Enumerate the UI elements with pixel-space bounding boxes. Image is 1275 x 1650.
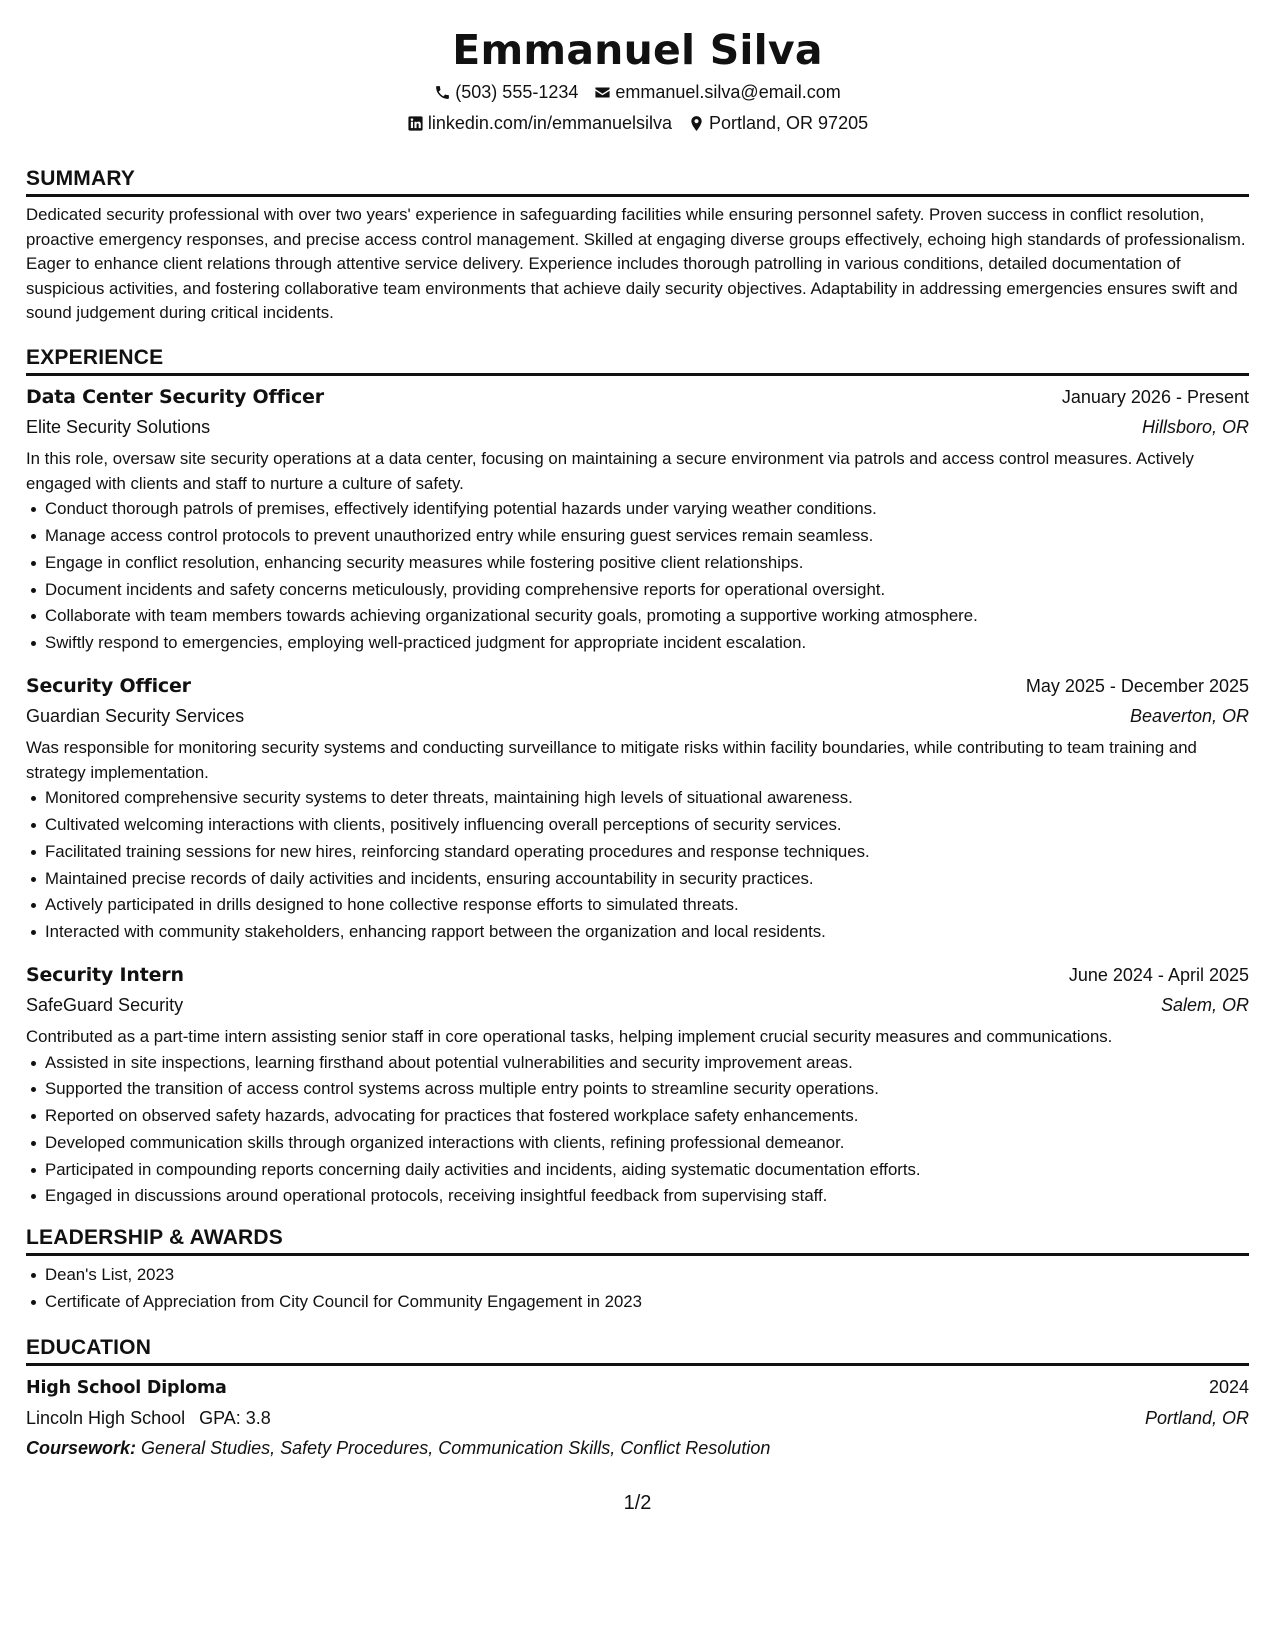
coursework-line	[26, 1433, 1249, 1463]
job-title: Data Center Security Officer	[26, 385, 324, 408]
bullet-item: Conduct thorough patrols of premises, effectively identifying potential hazards under varying weather conditions.	[26, 496, 1249, 523]
experience-heading: EXPERIENCE	[26, 344, 1249, 376]
bullet-item: Maintained precise records of daily activities and incidents, ensuring accountability in security practices.	[26, 866, 1249, 893]
award-item: Dean's List, 2023	[26, 1262, 1249, 1289]
job-bullets	[26, 785, 1249, 946]
location-text: Portland, OR 97205	[709, 113, 869, 133]
linkedin-text[interactable]: linkedin.com/in/emmanuelsilva	[427, 113, 672, 133]
bullet-item: Document incidents and safety concerns meticulously, providing comprehensive reports for operational oversight.	[26, 577, 1249, 604]
bullet-item: Cultivated welcoming interactions with clients, positively influencing overall perceptions of security services.	[26, 812, 1249, 839]
bullet-item: Monitored comprehensive security systems to deter threats, maintaining high levels of situational awareness.	[26, 785, 1249, 812]
bullet-item: Actively participated in drills designed to hone collective response efforts to simulated threats.	[26, 892, 1249, 919]
experience-section	[26, 344, 1249, 1210]
degree-title: High School Diploma	[26, 1377, 227, 1398]
map-pin-icon	[688, 115, 705, 132]
job-entry	[26, 382, 1249, 657]
job-bullets	[26, 496, 1249, 657]
candidate-name: Emmanuel Silva	[452, 26, 823, 74]
bullet-item: Engage in conflict resolution, enhancing security measures while fostering positive client relationships.	[26, 550, 1249, 577]
job-dates: January 2026 - Present	[1061, 386, 1249, 407]
summary-heading: SUMMARY	[26, 165, 1249, 197]
education-heading: EDUCATION	[26, 1334, 1249, 1366]
awards-section	[26, 1224, 1249, 1316]
job-entry	[26, 960, 1249, 1210]
location-contact	[688, 111, 868, 135]
company-name: SafeGuard Security	[26, 994, 184, 1015]
coursework-label: Coursework:	[26, 1437, 137, 1458]
envelope-icon	[594, 84, 611, 101]
job-entry	[26, 671, 1249, 946]
company-name: Elite Security Solutions	[26, 416, 211, 437]
job-dates: June 2024 - April 2025	[1068, 964, 1249, 985]
job-location: Hillsboro, OR	[1141, 416, 1249, 437]
linkedin-contact[interactable]	[407, 111, 672, 135]
company-name: Guardian Security Services	[26, 705, 245, 726]
linkedin-icon	[407, 115, 424, 132]
bullet-item: Participated in compounding reports concerning daily activities and incidents, aiding systematic documentation efforts.	[26, 1157, 1249, 1184]
page-number: 1/2	[623, 1492, 652, 1514]
awards-heading: LEADERSHIP & AWARDS	[26, 1224, 1249, 1256]
job-description: Contributed as a part-time intern assisting senior staff in core operational tasks, helping implement crucial security measures and communications.	[26, 1026, 1113, 1046]
job-location: Beaverton, OR	[1129, 705, 1249, 726]
bullet-item: Developed communication skills through organized interactions with clients, refining professional demeanor.	[26, 1130, 1249, 1157]
job-title: Security Officer	[26, 674, 191, 697]
school-name: Lincoln High School	[26, 1407, 186, 1428]
resume-page	[26, 0, 1249, 1650]
email-text[interactable]: emmanuel.silva@email.com	[615, 82, 841, 102]
job-description: In this role, oversaw site security operations at a data center, focusing on maintaining a secure environment via patrols and access control measures. Actively engaged with clients and staff to nurture a culture of safety.	[26, 448, 1194, 493]
job-title: Security Intern	[26, 963, 184, 986]
phone-icon	[434, 84, 451, 101]
phone-contact	[434, 80, 578, 104]
contact-line-2	[26, 111, 1249, 135]
bullet-item: Assisted in site inspections, learning firsthand about potential vulnerabilities and security improvement areas.	[26, 1050, 1249, 1077]
coursework-list: General Studies, Safety Procedures, Communication Skills, Conflict Resolution	[141, 1437, 771, 1458]
email-contact[interactable]	[594, 80, 840, 104]
award-item: Certificate of Appreciation from City Council for Community Engagement in 2023	[26, 1289, 1249, 1316]
job-location: Salem, OR	[1160, 994, 1249, 1015]
bullet-item: Supported the transition of access control systems across multiple entry points to streamline security operations.	[26, 1076, 1249, 1103]
bullet-item: Engaged in discussions around operational protocols, receiving insightful feedback from supervising staff.	[26, 1183, 1249, 1210]
job-description: Was responsible for monitoring security systems and conducting surveillance to mitigate risks within facility boundaries, while contributing to team training and strategy implementation.	[26, 737, 1197, 782]
summary-section	[26, 165, 1249, 326]
contact-line-1	[26, 80, 1249, 104]
bullet-item: Collaborate with team members towards achieving organizational security goals, promoting a supportive working atmosphere.	[26, 603, 1249, 630]
phone-text: (503) 555-1234	[455, 82, 579, 102]
school-info	[26, 1403, 271, 1433]
education-section	[26, 1334, 1249, 1463]
job-bullets	[26, 1050, 1249, 1211]
school-location: Portland, OR	[1144, 1407, 1249, 1428]
bullet-item: Facilitated training sessions for new hires, reinforcing standard operating procedures and response techniques.	[26, 839, 1249, 866]
summary-text: Dedicated security professional with over two years' experience in safeguarding facilities while ensuring personnel safety. Proven success in conflict resolution, proactive emergency responses, and precise access control management. Skilled at engaging diverse groups effectively, echoing high standards of professionalism. Eager to enhance client relations through attentive service delivery. Experience includes thorough patrolling in various conditions, detailed documentation of suspicious activities, and fostering collaborative team environments that achieve daily security objectives. Adaptability in addressing emergencies ensures swift and sound judgement during critical incidents.	[26, 205, 1246, 323]
bullet-item: Swiftly respond to emergencies, employing well-practiced judgment for appropriate incident escalation.	[26, 630, 1249, 657]
awards-list	[26, 1262, 1249, 1316]
resume-header	[26, 0, 1249, 135]
graduation-year: 2024	[1208, 1376, 1249, 1397]
bullet-item: Interacted with community stakeholders, enhancing rapport between the organization and local residents.	[26, 919, 1249, 946]
bullet-item: Reported on observed safety hazards, advocating for practices that fostered workplace safety enhancements.	[26, 1103, 1249, 1130]
job-dates: May 2025 - December 2025	[1025, 675, 1249, 696]
gpa: GPA: 3.8	[199, 1407, 271, 1428]
bullet-item: Manage access control protocols to prevent unauthorized entry while ensuring guest services remain seamless.	[26, 523, 1249, 550]
